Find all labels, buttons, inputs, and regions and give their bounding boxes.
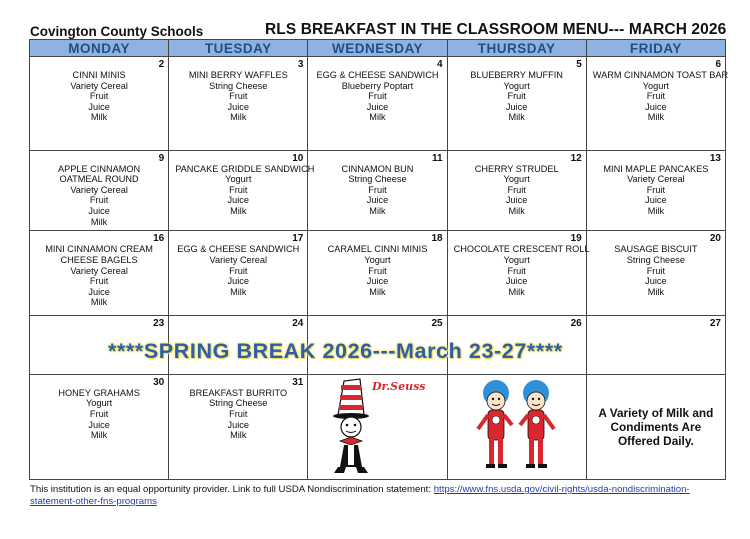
entree: CHOCOLATE CRESCENT ROLL: [453, 244, 590, 255]
day-number: 3: [297, 59, 304, 70]
weekday-thursday: THURSDAY: [447, 40, 586, 57]
menu-calendar: [29, 39, 729, 480]
menu-item: String Cheese: [626, 254, 685, 265]
menu-item: Yogurt: [85, 398, 113, 409]
menu-item: Juice: [88, 206, 110, 216]
cat-in-the-hat-illustration: [308, 375, 446, 475]
equal-opportunity-statement: This institution is an equal opportunity provider. Link to full USDA Nondiscrimination statement:: [30, 484, 432, 495]
menu-item: Juice: [505, 276, 528, 287]
weekday-wednesday: WEDNESDAY: [308, 40, 447, 57]
entree: APPLE CINNAMON OATMEAL ROUND: [57, 163, 141, 185]
menu-item: Fruit: [507, 184, 526, 195]
menu-item: Fruit: [229, 265, 248, 276]
menu-item: Variety Cereal: [70, 80, 128, 91]
menu-item: Milk: [90, 112, 108, 123]
menu-item: Fruit: [507, 91, 526, 102]
menu-item: Yogurt: [503, 254, 530, 265]
menu-item: Juice: [227, 195, 249, 206]
entree: PANCAKE GRIDDLE SANDWICH: [175, 163, 315, 174]
week-row: [30, 150, 726, 231]
menu-item: Fruit: [229, 91, 248, 102]
weekday-header-row: [30, 40, 726, 57]
entree: MINI MAPLE PANCAKES: [603, 163, 709, 174]
menu-item: Milk: [647, 286, 665, 297]
day-number: 19: [570, 233, 582, 245]
menu-item: Juice: [645, 195, 667, 206]
variety-note-cell: [586, 374, 725, 479]
menu-item: String Cheese: [209, 398, 268, 409]
day-cell: [308, 150, 447, 231]
menu-item: Milk: [90, 297, 108, 308]
menu-item: Juice: [88, 286, 110, 297]
day-cell: [30, 374, 169, 479]
menu-item: Milk: [230, 430, 247, 441]
weekday-monday: MONDAY: [30, 40, 169, 57]
day-number: 31: [292, 376, 304, 388]
thing-one-icon: [478, 380, 512, 468]
day-cell: [30, 150, 169, 231]
day-number: 6: [715, 59, 721, 70]
menu-item: Juice: [645, 101, 667, 112]
weekday-tuesday: TUESDAY: [169, 40, 308, 57]
entree: CINNI MINIS: [72, 70, 126, 80]
menu-item: Fruit: [368, 265, 387, 276]
menu-item: Milk: [90, 216, 108, 227]
menu-item: Yogurt: [225, 174, 252, 185]
day-number: 30: [153, 376, 165, 388]
menu-item: Fruit: [229, 409, 248, 420]
day-cell: [30, 231, 169, 315]
day-number: 25: [431, 317, 443, 329]
menu-item: Fruit: [368, 184, 387, 195]
menu-item: Fruit: [368, 91, 387, 102]
menu-item: Milk: [369, 206, 386, 216]
day-number: 9: [158, 152, 165, 164]
thing-one-thing-two-cell: [447, 374, 586, 479]
menu-item: String Cheese: [348, 174, 407, 185]
menu-item: Juice: [366, 276, 389, 287]
menu-item: Milk: [230, 112, 247, 123]
day-number: 27: [709, 317, 721, 329]
thing-one-thing-two-illustration: [448, 375, 586, 475]
day-cell: [447, 150, 586, 231]
menu-item: Juice: [88, 419, 110, 430]
menu-item: Fruit: [646, 184, 666, 195]
menu-item: Yogurt: [364, 254, 391, 265]
day-cell: [586, 150, 725, 231]
day-cell: [30, 57, 169, 151]
entree: CHERRY STRUDEL: [474, 163, 559, 174]
cat-in-hat-icon: [333, 379, 369, 473]
day-cell: [447, 231, 590, 315]
menu-item: Milk: [647, 206, 665, 216]
day-number: 5: [576, 59, 582, 70]
day-cell: [169, 57, 308, 151]
day-number: 17: [292, 233, 304, 245]
menu-item: Juice: [227, 419, 249, 430]
day-number: 16: [153, 233, 165, 245]
day-number: 4: [437, 59, 443, 70]
nondiscrimination-footer: [30, 484, 730, 508]
menu-item: Milk: [230, 206, 247, 216]
week-row: [30, 57, 726, 151]
menu-item: Variety Cereal: [70, 184, 128, 195]
menu-item: Milk: [647, 112, 665, 123]
entree: SAUSAGE BISCUIT: [614, 244, 698, 255]
day-cell: [308, 57, 447, 151]
organization-name: Covington County Schools: [30, 24, 204, 39]
day-number: 11: [431, 152, 443, 164]
day-cell: [308, 231, 447, 315]
day-number: 18: [431, 233, 443, 245]
day-number: 26: [570, 317, 582, 329]
week-row: [30, 231, 726, 315]
spring-break-banner: ****SPRING BREAK 2026---March 23-27****: [108, 339, 563, 363]
day-cell: [586, 57, 729, 151]
entree: MINI BERRY WAFFLES: [188, 70, 288, 80]
menu-item: Milk: [90, 430, 108, 441]
day-cell: [447, 57, 586, 151]
day-cell: [169, 150, 315, 231]
menu-item: Milk: [369, 112, 386, 123]
entree: MINI CINNAMON CREAM CHEESE BAGELS: [45, 244, 153, 265]
menu-item: Juice: [505, 101, 528, 112]
menu-item: Yogurt: [642, 80, 669, 91]
day-number: 2: [158, 59, 165, 70]
menu-item: Fruit: [89, 276, 109, 287]
menu-item: Milk: [508, 112, 525, 123]
week-row: [30, 374, 726, 479]
usda-nondiscrimination-link[interactable]: https://www.fns.usda.gov/civil-rights/usda-nondiscrimination-statement-other-fns-programs: [30, 484, 690, 507]
menu-title: RLS BREAKFAST IN THE CLASSROOM MENU--- MARCH 2026: [265, 21, 727, 38]
entree: HONEY GRAHAMS: [58, 387, 140, 398]
menu-item: Variety Cereal: [209, 254, 268, 265]
day-number: 24: [292, 317, 304, 329]
menu-item: Fruit: [89, 409, 109, 420]
menu-item: Fruit: [646, 265, 666, 276]
menu-item: Juice: [505, 195, 528, 206]
day-number: 12: [570, 152, 582, 164]
menu-item: Milk: [508, 206, 525, 216]
day-cell: [169, 231, 308, 315]
entree: CARAMEL CINNI MINIS: [327, 244, 428, 255]
menu-item: Fruit: [229, 184, 248, 195]
menu-item: String Cheese: [209, 80, 268, 91]
thing-two-icon: [520, 380, 554, 468]
variety-note: A Variety of Milk and Condiments Are Offered Daily.: [598, 405, 714, 448]
day-number: 23: [153, 317, 165, 329]
entree: WARM CINNAMON TOAST BAR: [592, 70, 729, 80]
menu-item: Fruit: [646, 91, 666, 102]
menu-item: Milk: [508, 286, 525, 297]
entree: BLUEBERRY MUFFIN: [470, 70, 563, 80]
menu-item: Milk: [230, 286, 247, 297]
entree: CINNAMON BUN: [341, 163, 414, 174]
day-number: 20: [709, 233, 721, 245]
menu-item: Yogurt: [503, 174, 530, 185]
entree: BREAKFAST BURRITO: [189, 387, 288, 398]
weekday-friday: FRIDAY: [586, 40, 725, 57]
entree: EGG & CHEESE SANDWICH: [177, 244, 300, 255]
menu-item: Juice: [366, 195, 389, 206]
cat-in-hat-cell: [308, 374, 447, 479]
menu-item: Milk: [369, 286, 386, 297]
dr-seuss-logo: Dr.Seuss: [372, 379, 426, 393]
day-cell: [586, 231, 725, 315]
menu-item: Juice: [227, 101, 249, 112]
menu-item: Fruit: [89, 91, 109, 102]
menu-item: Variety Cereal: [70, 265, 128, 276]
menu-item: Blueberry Poptart: [341, 80, 414, 91]
day-cell: [169, 374, 308, 479]
menu-item: Fruit: [507, 265, 526, 276]
day-number: 10: [292, 152, 304, 164]
menu-item: Juice: [227, 276, 249, 287]
menu-item: Juice: [645, 276, 667, 287]
entree: EGG & CHEESE SANDWICH: [316, 70, 439, 80]
day-number: 13: [709, 152, 721, 164]
menu-item: Juice: [366, 101, 389, 112]
menu-item: Variety Cereal: [627, 174, 685, 185]
menu-item: Fruit: [89, 195, 109, 206]
menu-item: Yogurt: [503, 80, 530, 91]
menu-item: Juice: [88, 101, 110, 112]
